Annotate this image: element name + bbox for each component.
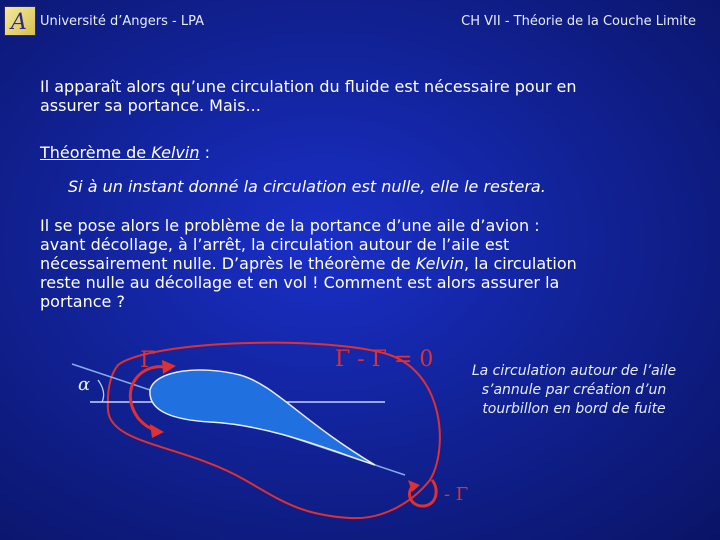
angle-arc [98, 380, 104, 402]
logo-letter: A [11, 10, 27, 35]
alpha-label: α [78, 374, 91, 395]
airfoil [150, 370, 375, 465]
airfoil-figure [0, 330, 469, 535]
theorem-statement: Si à un instant donné la circulation est nulle, elle le restera. [68, 177, 546, 196]
header-right: CH VII - Théorie de la Couche Limite [461, 14, 696, 29]
problem-paragraph: Il se pose alors le problème de la portance d’une aile d’avion : avant décollage, à l’arrêt, la circulation autour de l’aile est nécessairement nulle. D’après le théorème de Kelvin, la circulation reste nulle au décollage et en vol ! Comment est alors assurer la portance ? [40, 216, 577, 311]
equation-label: Γ - Γ = 0 [335, 347, 434, 372]
contour-arrowhead [162, 360, 176, 374]
intro-paragraph: Il apparaît alors qu’une circulation du fluide est nécessaire pour en assurer sa portance. Mais... [40, 77, 577, 115]
theorem-heading: Théorème de Kelvin : [40, 143, 210, 162]
gamma-label: Γ [140, 348, 156, 373]
header-left: Université d’Angers - LPA [40, 14, 204, 29]
figure-caption: La circulation autour de l’aile s’annule par création d’un tourbillon en bord de fuite [471, 363, 677, 417]
university-logo [4, 6, 36, 36]
minus-gamma-label: - Γ [444, 484, 469, 505]
circulation-arrowhead [150, 424, 164, 438]
